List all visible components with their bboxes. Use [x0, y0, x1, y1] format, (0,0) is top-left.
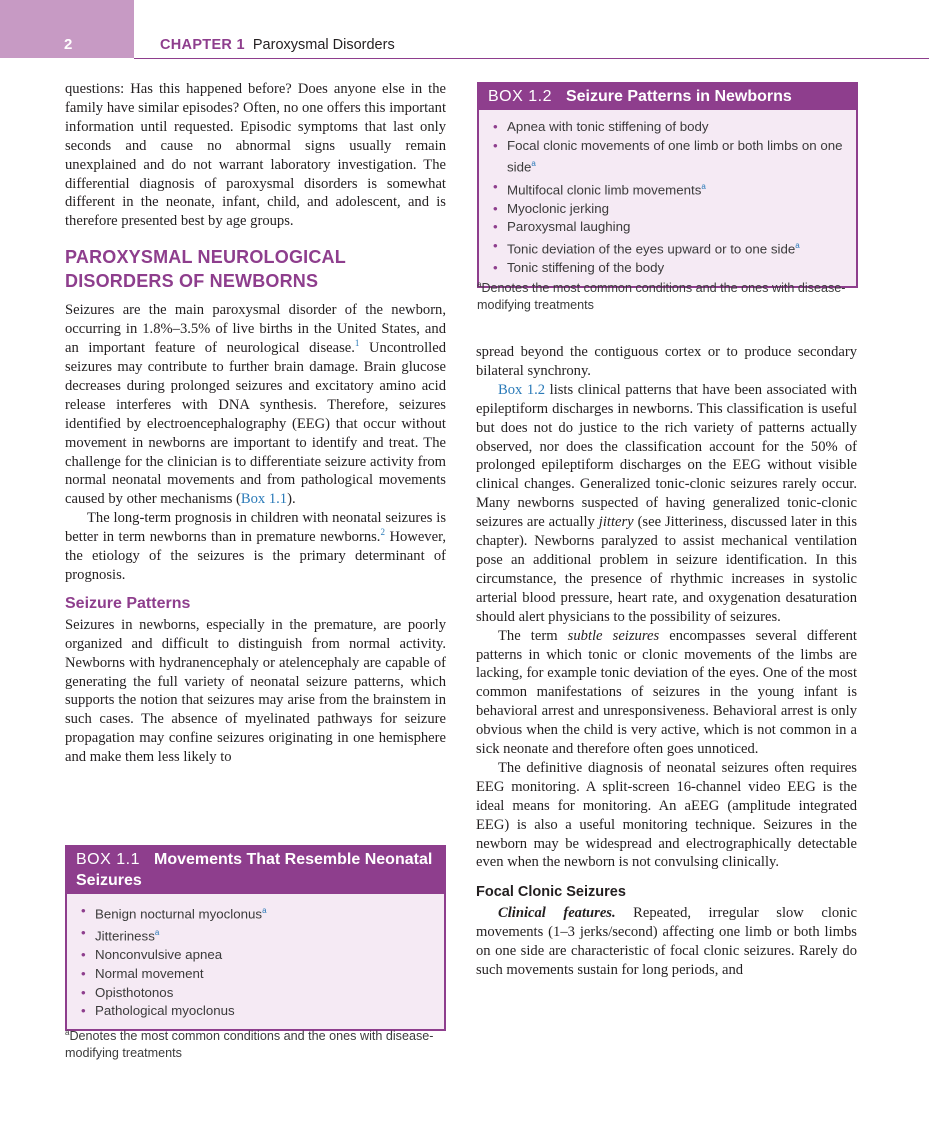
paragraph-prognosis — [65, 509, 446, 585]
reference-mark[interactable]: 2 — [380, 527, 385, 538]
run-in-heading: Clinical features. — [498, 905, 616, 922]
box-1-1-header — [67, 847, 444, 894]
running-head — [160, 37, 395, 53]
chapter-label: CHAPTER 1 — [160, 37, 245, 53]
footnote-mark: a — [795, 241, 800, 251]
left-column — [65, 80, 446, 767]
box-title: Seizure Patterns in Newborns — [565, 88, 792, 105]
list-item-text: Benign nocturnal myoclonus — [95, 906, 263, 922]
paragraph-text: However, the etiology of the seizures is the primary determinant of prognosis. — [65, 529, 447, 583]
page-number: 2 — [64, 36, 73, 53]
header-rule — [134, 58, 929, 59]
paragraph-text: Seizures are the main paroxysmal disorder of the newborn, occurring in 1.8%–3.5% of live births in the United States, and an important feature of neurological disease. — [65, 302, 446, 357]
list-item-text: Tonic deviation of the eyes upward or to one side — [507, 241, 796, 257]
list-item-text: Focal clonic movements of one limb or both limbs on one side — [507, 137, 843, 175]
box-1-2 — [477, 82, 858, 288]
footnote-mark: a — [154, 928, 160, 938]
list-item — [493, 178, 848, 200]
paragraph-text: Repeated, irregular slow clonic movements (1–3 jerks/second) affecting one limb or both limbs on one side are characteristic of focal clonic seizures. Rarely do such movements sustain for long periods, and — [476, 905, 857, 979]
intro-paragraph: questions: Has this happened before? Does anyone else in the family have similar episodes? Often, no one offers this important information until requested. Episodic symptoms that last only seconds and cause no abnormal signs usually remain unexplained and do not warrant laboratory investigation. The differential diagnosis of paroxysmal disorders is somewhat different in the neonate, infant, child, and adolescent, and is therefore presented best by age groups. — [65, 81, 446, 230]
list-item — [493, 259, 848, 278]
section-heading: PAROXYSMAL NEUROLOGICAL DISORDERS OF NEWBORNS — [65, 247, 346, 292]
italic-term: subtle seizures — [567, 627, 660, 644]
list-item — [493, 237, 848, 259]
paragraph-text: encompasses several different patterns in which tonic or clonic movements of the limbs are lacking, for example tonic deviation of the eyes. One of the most common manifestations of seizures in the young infant is behavioral arrest and unresponsiveness. Behavioral arrest is only obvious when the child is very active, which is not common in a sick neonate and therefore often goes unnoticed. — [476, 627, 857, 758]
list-item-text: Normal movement — [95, 965, 204, 981]
list-item-text: Multifocal clonic limb movements — [507, 181, 702, 197]
paragraph-subtle-seizures — [476, 627, 857, 759]
paragraph-text: lists clinical patterns that have been associated with epileptiform discharges in newborns. This classification is useful but does not do justice to the rich variety of patterns actually observed, nor does the classification account for the 50% of prolonged epileptiform discharges on the EEG without visible clinical changes. Generalized tonic-clonic seizures rarely occur. Many newborns suspected of having generalized tonic-clonic seizures are actually — [476, 381, 857, 531]
paragraph-box-1-2 — [476, 381, 857, 627]
footnote-mark: a — [531, 159, 536, 169]
chapter-title: Paroxysmal Disorders — [252, 37, 395, 53]
list-item-text: Tonic stiffening of the body — [507, 260, 665, 276]
box-1-1 — [65, 845, 446, 1031]
box-1-1-link[interactable]: Box 1.1 — [240, 491, 288, 508]
list-item-text: Apnea with tonic stiffening of body — [507, 119, 709, 134]
list-item-text: Jitteriness — [95, 928, 155, 944]
box-1-1-footnote — [65, 1025, 446, 1061]
box-1-2-link[interactable]: Box 1.2 — [498, 381, 546, 398]
right-column — [476, 343, 857, 980]
paragraph-text: The term — [498, 627, 568, 644]
box-label: BOX 1.1 — [76, 851, 140, 868]
paragraph-text: ). — [287, 491, 296, 508]
list-item-text: Pathological myoclonus — [95, 1003, 235, 1019]
paragraph-focal-clonic — [476, 904, 857, 980]
paragraph-text: The long-term prognosis in children with neonatal seizures is better in term newborns than in premature newborns. — [65, 510, 446, 546]
footnote-mark: a — [65, 1028, 70, 1037]
list-item-text: Paroxysmal laughing — [507, 219, 631, 235]
list-item-text: Myoclonic jerking — [507, 200, 609, 216]
paragraph-seizure-patterns: Seizures in newborns, especially in the premature, are poorly organized and difficult to distinguish from normal activity. Newborns with hydranencephaly or atelencephaly are capable of generating the full variety of neonatal seizure patterns, which supports the notion that seizures may arise from the brainstem in such cases. The absence of myelinated pathways for seizure propagation may confine seizures originating in one hemisphere and make them less likely to — [65, 616, 446, 766]
reference-mark[interactable]: 1 — [354, 338, 360, 349]
list-item — [493, 118, 848, 137]
subheading-seizure-patterns: Seizure Patterns — [65, 594, 191, 612]
footnote-mark: a — [701, 181, 706, 191]
footnote-text: Denotes the most common conditions and the ones with disease-modifying treatments — [477, 281, 846, 312]
list-item — [493, 200, 848, 219]
box-label: BOX 1.2 — [488, 88, 552, 105]
box-1-2-header — [479, 84, 856, 110]
list-item — [81, 946, 436, 965]
box-1-2-footnote — [477, 277, 858, 313]
list-item — [81, 984, 436, 1003]
list-item — [81, 924, 436, 946]
box-1-2-list — [479, 110, 856, 286]
subheading-focal-clonic: Focal Clonic Seizures — [476, 884, 626, 901]
list-item — [493, 137, 848, 178]
footnote-mark: a — [262, 906, 267, 915]
box-title: Movements That Resemble Neonatal Seizures — [76, 851, 433, 889]
list-item — [493, 218, 848, 237]
list-item — [81, 1002, 436, 1021]
paragraph-eeg-monitoring: The definitive diagnosis of neonatal seizures often requires EEG monitoring. A split-screen 16-channel video EEG is the ideal means for monitoring. An aEEG (amplitude integrated EEG) is also a useful monitoring technique. Seizures in the newborn may be widespread and electrographically detectable even when the newborn is not convulsing clinically. — [476, 759, 857, 871]
list-item-text: Opisthotonos — [95, 984, 174, 1000]
footnote-mark: a — [477, 280, 482, 289]
box-1-1-list — [67, 894, 444, 1029]
list-item — [81, 902, 436, 924]
list-item — [81, 965, 436, 984]
paragraph-text: Uncontrolled seizures may contribute to further brain damage. Brain glucose decreases during prolonged seizures and excitatory amino acid release interferes with DNA synthesis. Therefore, seizures identified by electroencephalography (EEG) that occur without movement in newborns are important to identify and treat. The challenge for the clinician is to differentiate seizure activity from normal neonatal movements and from pathological movements caused by other mechanisms ( — [65, 340, 446, 508]
list-item-text: Nonconvulsive apnea — [95, 947, 223, 963]
paragraph-seizures-main — [65, 301, 446, 509]
italic-term: jittery — [598, 514, 634, 531]
paragraph-continued: spread beyond the contiguous cortex or to produce secondary bilateral synchrony. — [476, 344, 857, 379]
footnote-text: Denotes the most common conditions and the ones with disease-modifying treatments — [65, 1029, 434, 1060]
paragraph-text: (see Jitteriness, discussed later in this chapter). Newborns paralyzed to assist mechanical ventilation pose an additional problem in seizure identification. In this circumstance, the presence of rhythmic increases in systolic arterial blood pressure, heart rate, and oxygenation desaturation should alert physicians to the possibility of seizures. — [476, 514, 857, 625]
